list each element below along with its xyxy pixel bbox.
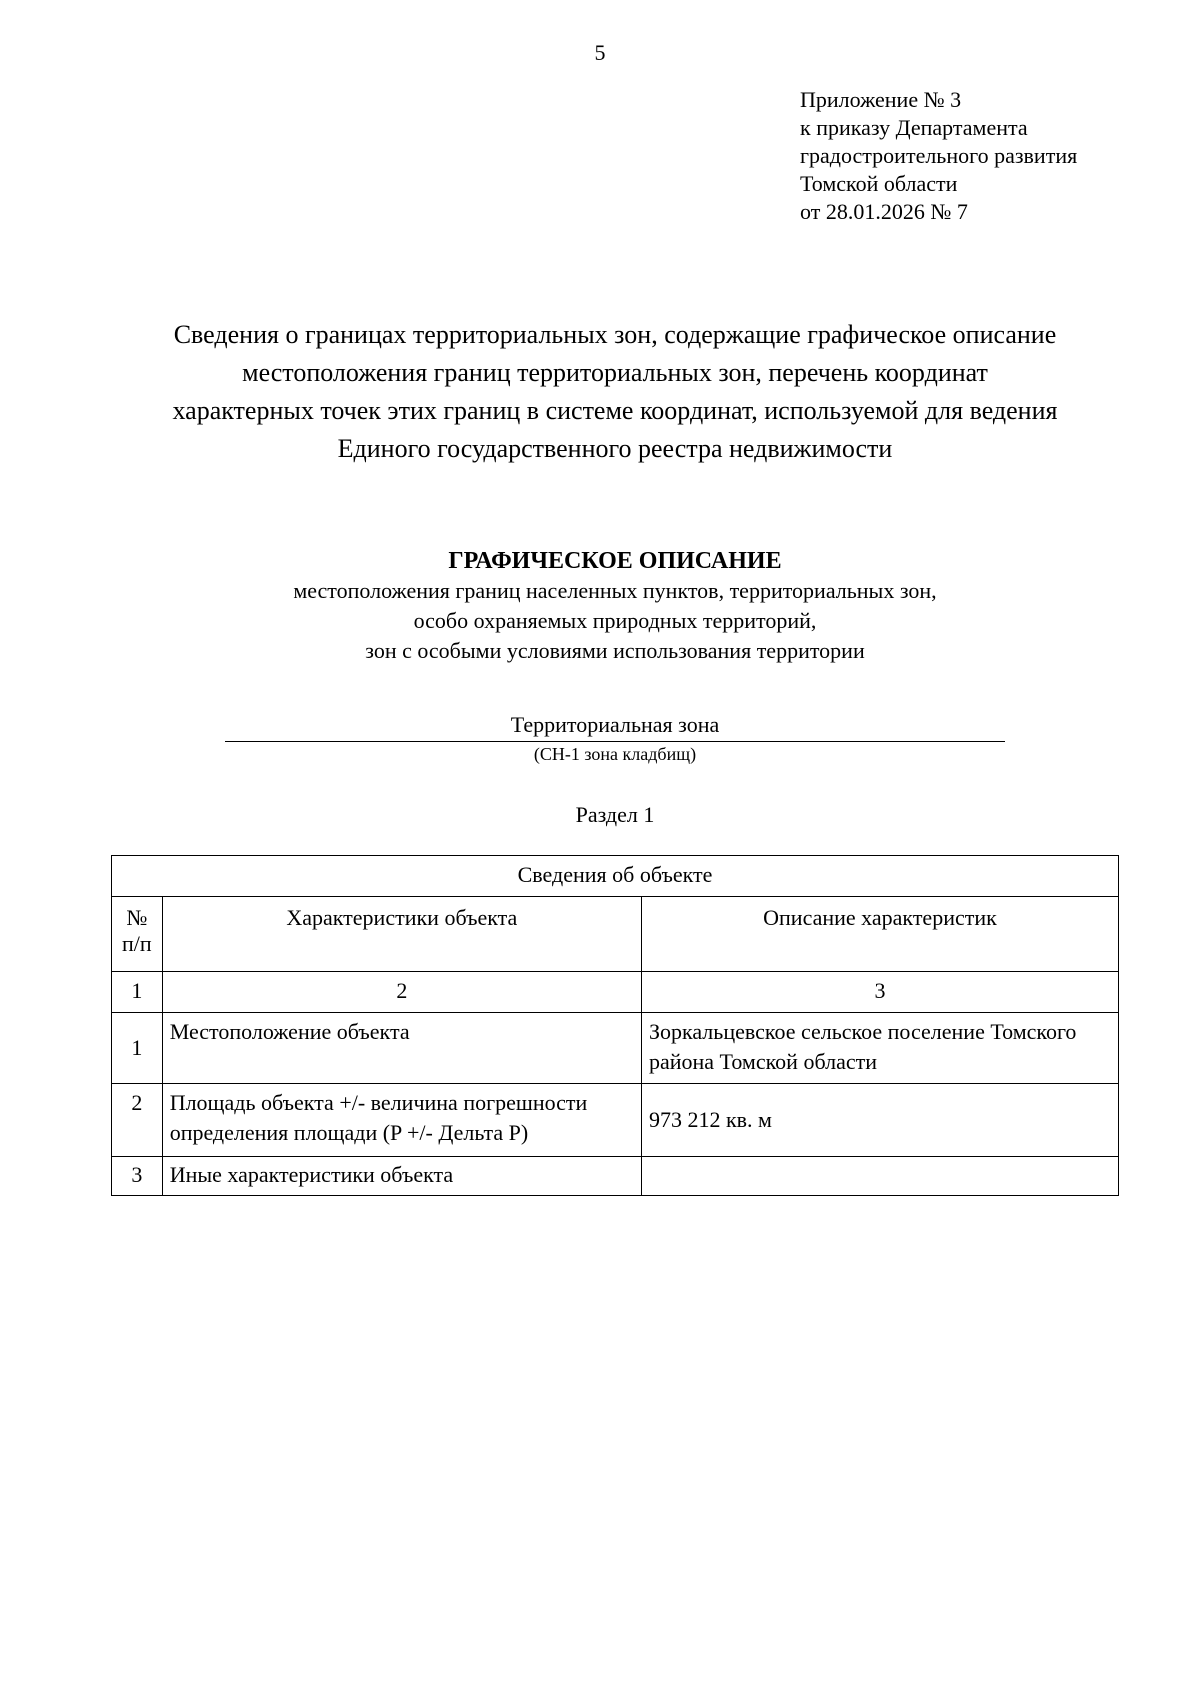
header-num (112, 897, 163, 972)
row-description (641, 1157, 1118, 1196)
graphic-description-title: ГРАФИЧЕСКОЕ ОПИСАНИЕ (448, 548, 782, 574)
graphic-description-block (100, 546, 1130, 666)
page-number: 5 (594, 40, 606, 65)
index-cell: 2 (162, 972, 641, 1013)
index-cell: 3 (641, 972, 1118, 1013)
appendix-line: Томской области (800, 171, 958, 196)
graphic-description-line: особо охраняемых природных территорий, (413, 608, 817, 633)
row-characteristic: Площадь объекта +/- величина погрешности определения площади (P +/- Дельта P) (162, 1084, 641, 1157)
appendix-line: градостроительного развития (800, 143, 1078, 168)
zone-block (225, 711, 1005, 766)
table-caption: Сведения об объекте (112, 856, 1119, 897)
header-num-text: № п/п (122, 905, 152, 956)
appendix-reference (800, 86, 1077, 226)
table-index-row (112, 972, 1119, 1013)
heading-line: Сведения о границах территориальных зон, содержащие графическое описание (173, 320, 1057, 349)
table-header-row (112, 897, 1119, 972)
table-row (112, 1084, 1119, 1157)
graphic-description-line: зон с особыми условиями использования территории (365, 638, 865, 663)
zone-name: (СН-1 зона кладбищ) (533, 744, 697, 764)
row-characteristic: Местоположение объекта (162, 1013, 641, 1084)
row-num: 2 (112, 1084, 163, 1157)
row-num: 1 (112, 1013, 163, 1084)
zone-label: Территориальная зона (225, 711, 1005, 742)
heading-line: Единого государственного реестра недвижимости (337, 434, 893, 463)
table-row (112, 1157, 1119, 1196)
document-heading (100, 316, 1130, 468)
header-description: Описание характеристик (641, 897, 1118, 972)
row-description: Зоркальцевское сельское поселение Томского района Томской области (641, 1013, 1118, 1084)
row-num: 3 (112, 1157, 163, 1196)
row-description: 973 212 кв. м (641, 1084, 1118, 1157)
heading-line: местоположения границ территориальных зон, перечень координат (242, 358, 988, 387)
header-characteristic: Характеристики объекта (162, 897, 641, 972)
appendix-line: к приказу Департамента (800, 115, 1028, 140)
row-characteristic: Иные характеристики объекта (162, 1157, 641, 1196)
appendix-line: Приложение № 3 (800, 87, 962, 112)
appendix-line: от 28.01.2026 № 7 (800, 199, 968, 224)
section-label: Раздел 1 (575, 802, 655, 827)
table-row (112, 1013, 1119, 1084)
index-cell: 1 (112, 972, 163, 1013)
graphic-description-line: местоположения границ населенных пунктов, территориальных зон, (293, 578, 937, 603)
heading-line: характерных точек этих границ в системе координат, используемой для ведения (172, 396, 1058, 425)
table-caption-row (112, 856, 1119, 897)
object-info-table (111, 855, 1119, 1196)
